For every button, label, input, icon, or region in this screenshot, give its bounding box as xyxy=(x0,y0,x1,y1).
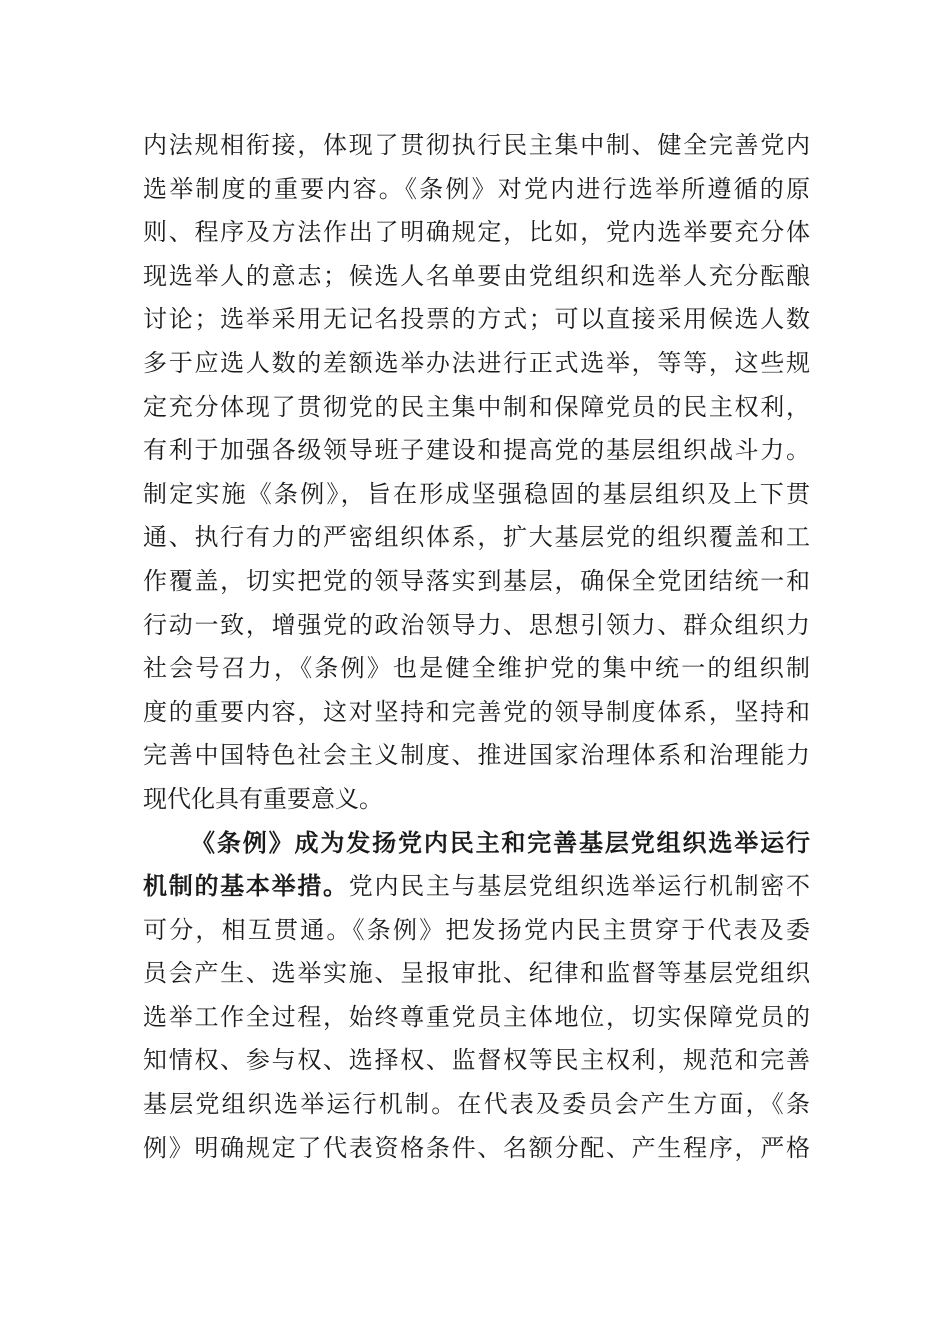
text-line: 现代化具有重要意义。 xyxy=(143,784,383,813)
text-line: 则、程序及方法作出了明确规定，比如，党内选举要充分体 xyxy=(143,218,810,247)
text-line: 知情权、参与权、选择权、监督权等民主权利，规范和完善 xyxy=(143,1046,810,1075)
section-heading-end: 机制的基本举措。 xyxy=(143,872,349,901)
text-line: 社会号召力，《条例》也是健全维护党的集中统一的组织制 xyxy=(143,654,810,683)
text-line: 有利于加强各级领导班子建设和提高党的基层组织战斗力。 xyxy=(143,436,810,465)
text-line: 例》明确规定了代表资格条件、名额分配、产生程序，严格 xyxy=(143,1133,810,1162)
text-line: 内法规相衔接，体现了贯彻执行民主集中制、健全完善党内 xyxy=(143,131,810,159)
text-line: 选举制度的重要内容。《条例》对党内进行选举所遵循的原 xyxy=(143,174,810,203)
text-line: 选举工作全过程，始终尊重党员主体地位，切实保障党员的 xyxy=(143,1002,810,1031)
text-line: 多于应选人数的差额选举办法进行正式选举，等等，这些规 xyxy=(143,348,810,377)
text-line: 可分，相互贯通。《条例》把发扬党内民主贯穿于代表及委 xyxy=(143,915,810,944)
text-line: 通、执行有力的严密组织体系，扩大基层党的组织覆盖和工 xyxy=(143,523,810,552)
document-body xyxy=(143,124,810,1170)
section-heading: 《条例》成为发扬党内民主和完善基层党组织选举运行 xyxy=(191,828,810,857)
text-line: 员会产生、选举实施、呈报审批、纪律和监督等基层党组织 xyxy=(143,959,810,988)
text-line xyxy=(143,865,810,909)
text-line: 作覆盖，切实把党的领导落实到基层，确保全党团结统一和 xyxy=(143,566,810,595)
text-line: 行动一致，增强党的政治领导力、思想引领力、群众组织力 xyxy=(143,610,810,639)
paragraph-2 xyxy=(143,822,810,1171)
text-line: 讨论；选举采用无记名投票的方式；可以直接采用候选人数 xyxy=(143,305,810,334)
text-line: 完善中国特色社会主义制度、推进国家治理体系和治理能力 xyxy=(143,741,810,770)
text-line: 定充分体现了贯彻党的民主集中制和保障党员的民主权利， xyxy=(143,392,810,421)
paragraph-1 xyxy=(143,124,810,822)
text-line: 制定实施《条例》，旨在形成坚强稳固的基层组织及上下贯 xyxy=(143,479,810,508)
text-line-rest: 党内民主与基层党组织选举运行机制密不 xyxy=(348,872,811,901)
text-line: 基层党组织选举运行机制。在代表及委员会产生方面，《条 xyxy=(143,1090,810,1119)
text-line: 现选举人的意志；候选人名单要由党组织和选举人充分酝酿 xyxy=(143,261,810,290)
text-line: 度的重要内容，这对坚持和完善党的领导制度体系，坚持和 xyxy=(143,697,810,726)
